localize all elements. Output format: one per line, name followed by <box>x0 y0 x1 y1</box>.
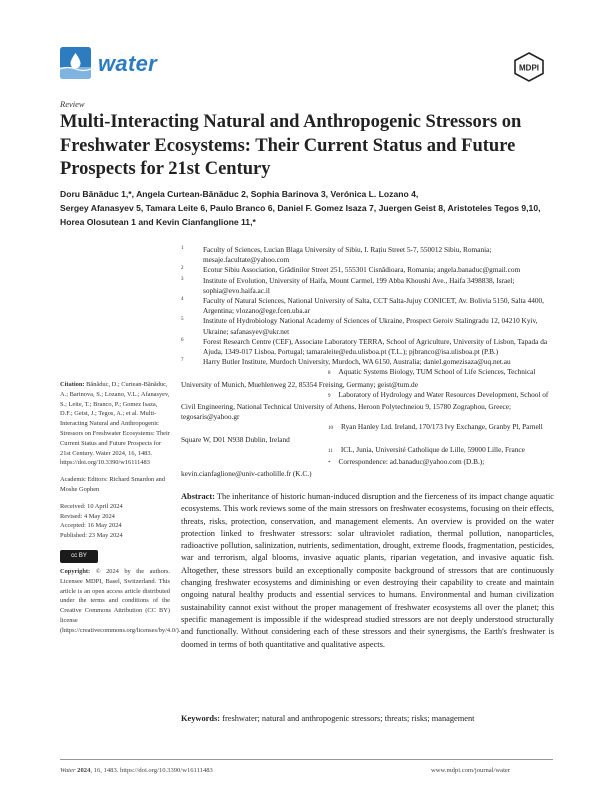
affiliation-item: 4 Faculty of Natural Sciences, National University of Salta, CCT Salta-Jujuy CONICET, Av. Bolivia 5150, Salta 4400, Argentina; vlozano@ege.fcen.uba.ar <box>181 296 545 316</box>
citation-block: Citation: Bănăduc, D.; Curtean-Bănăduc, A.; Barinova, S.; Lozano, V.L.; Afanasyev, S.; Leite, T.; Branco, P.; Gomez Isaza, D.F.; Geist, J.; Tegos, A.; et al. Multi-Interacting Natural and Anthropogenic Stressors on Freshwater Ecosystems: Their Current Status and Future Prospects for 21st Century. Water 2024, 16, 1483. https://doi.org/10.3390/w16111483 <box>60 381 170 467</box>
authors-line-2: Sergey Afanasyev 5, Tamara Leite 6, Paulo Branco 6, Daniel F. Gomez Isaza 7, Juergen Geist 8, Aristoteles Tegos 9,10, <box>60 203 541 213</box>
keywords-text: freshwater; natural and anthropogenic stressors; threats; risks; management <box>222 714 475 723</box>
abstract <box>181 491 554 651</box>
mdpi-logo <box>513 52 545 82</box>
footer-citation: Water 2024, 16, 1483. https://doi.org/10.3390/w16111483 <box>60 767 213 774</box>
correspondence: * Correspondence: ad.banaduc@yahoo.com (D.B.); kevin.cianfaglione@univ-catholille.fr (K.C.) <box>181 457 485 479</box>
affiliation-item: 7 Harry Butler Institute, Murdoch University, Murdoch, WA 6150, Australia; daniel.gomezisaza@uq.net.au <box>181 357 511 367</box>
footer-divider <box>60 759 553 760</box>
authors-line-1: Doru Bănăduc 1,*, Angela Curtean-Bănăduc 2, Sophia Barinova 3, Verónica L. Lozano 4, <box>60 189 419 199</box>
affiliation-item: 8 Aquatic Systems Biology, TUM School of Life Sciences, Technical University of Munich, Muehlenweg 22, 85354 Freising, Germany; geist@tum.de <box>181 367 536 389</box>
journal-url-link[interactable]: www.mdpi.com/journal/water <box>431 767 511 774</box>
citation-doi-link[interactable]: https://doi.org/10.3390/w16111483 <box>60 459 150 467</box>
article-title: Multi-Interacting Natural and Anthropogenic Stressors on Freshwater Ecosystems: Their Current Status and Future Prospects for 21st Century <box>60 112 522 179</box>
revised-date: Revised: 4 May 2024 <box>60 512 115 520</box>
affiliation-list <box>181 245 559 479</box>
journal-name: water <box>98 51 157 76</box>
accepted-date: Accepted: 16 May 2024 <box>60 522 122 530</box>
abstract-label: Abstract: <box>181 492 215 501</box>
mdpi-logo-text: MDPI <box>519 63 539 73</box>
published-date: Published: 23 May 2024 <box>60 532 123 540</box>
received-date: Received: 10 April 2024 <box>60 502 123 510</box>
author-list <box>60 187 560 229</box>
affiliation-item: 6 Forest Research Centre (CEF), Associate Laboratory TERRA, School of Agriculture, University of Lisbon, Tapada da Ajuda, 1349-017 Lisboa, Portugal; tamaraleite@edu.ulisboa.pt (T.L.); pjbranco@isa.ulisboa.pt (P.B.) <box>181 336 548 357</box>
affiliation-item: 11 ICL, Junia, Université Catholique de Lille, 59000 Lille, France <box>328 444 525 454</box>
affiliation-item: 10 Ryan Hanley Ltd. Ireland, 170/173 Ivy Exchange, Granby Pl, Parnell Square W, D01 N938 Dublin, Ireland <box>181 422 543 444</box>
affiliation-item: 1 Faculty of Sciences, Lucian Blaga University of Sibiu, I. Rațiu Street 5-7, 550012 Sibiu, Romania; mesaje.facultate@yahoo.com <box>181 245 492 265</box>
sidebar <box>60 380 181 643</box>
affiliation-item: 2 Ecotur Sibiu Association, Grădinilor Street 251, 555301 Cisnădioara, Romania; angela.banaduc@gmail.com <box>181 265 521 275</box>
article-type: Review <box>60 99 85 109</box>
affiliation-item: 9 Laboratory of Hydrology and Water Resources Development, School of Civil Engineering, National Technical University of Athens, Heroon Polytechneiou 9, 15780 Zographou, Greece; tegosaris@yahoo.gr <box>181 389 549 422</box>
keywords-label: Keywords: <box>181 714 221 723</box>
authors-line-3: Horea Olosutean 1 and Kevin Cianfanglione 11,* <box>60 217 256 227</box>
water-drop-icon <box>60 47 91 79</box>
affiliation-item: 3 Institute of Evolution, University of Haifa, Mount Carmel, 199 Abba Khoushi Ave., Haifa 3498838, Israel; sophia@evo.haifa.ac.il <box>181 275 515 295</box>
cc-by-license-badge[interactable]: cc BY <box>60 550 98 563</box>
abstract-text: The inheritance of historic human-induced disruption and the fierceness of its impact change aquatic ecosystems. This work reviews some of the main stressors on freshwater ecosystems, focusing on their effects, threats, risks, protection, conservation, and management elements. An overview is provided on the water protection linked to freshwater stressors: solar ultraviolet radiation, thermal pollution, nanoparticles, radioactive pollution, salinization, nutrients, sedimentation, drought, extreme floods, fragmentation, pesticides, war and terrorism, algal blooms, invasive aquatic plants, riparian vegetation, and invasive aquatic fish. Altogether, these stressors build an exceptionally composite background of stressors that are continuously changing freshwater ecosystems and diminishing or even destroying their capability to create and maintain ongoing natural healthy products and essential services to humans. Environmental and human civilization sustainability cannot exist without the proper management of freshwater ecosystems all over the planet; this specific management is impossible if the widespread studied stressors are not deeply understood structurally and functionally. Without considering each of these stressors and their synergisms, the Earth's freshwater is doomed in terms of both quantitative and qualitative aspects. <box>181 492 554 649</box>
copyright-block: Copyright: © 2024 by the authors. Licensee MDPI, Basel, Switzerland. This article is an open access article distributed under the terms and conditions of the Creative Commons Attribution (CC BY) license (https://creativecommons.org/licenses/by/4.0/). <box>60 567 181 634</box>
academic-editors: Academic Editors: Richard Smardon and Moshe Gophen <box>60 476 166 493</box>
keywords <box>181 713 554 725</box>
affiliation-item: 5 Institute of Hydrobiology National Academy of Sciences of Ukraine, Prospect Geroiv Stalingradu 12, 04210 Kyiv, Ukraine; safanasyev@ukr.net <box>181 316 538 336</box>
